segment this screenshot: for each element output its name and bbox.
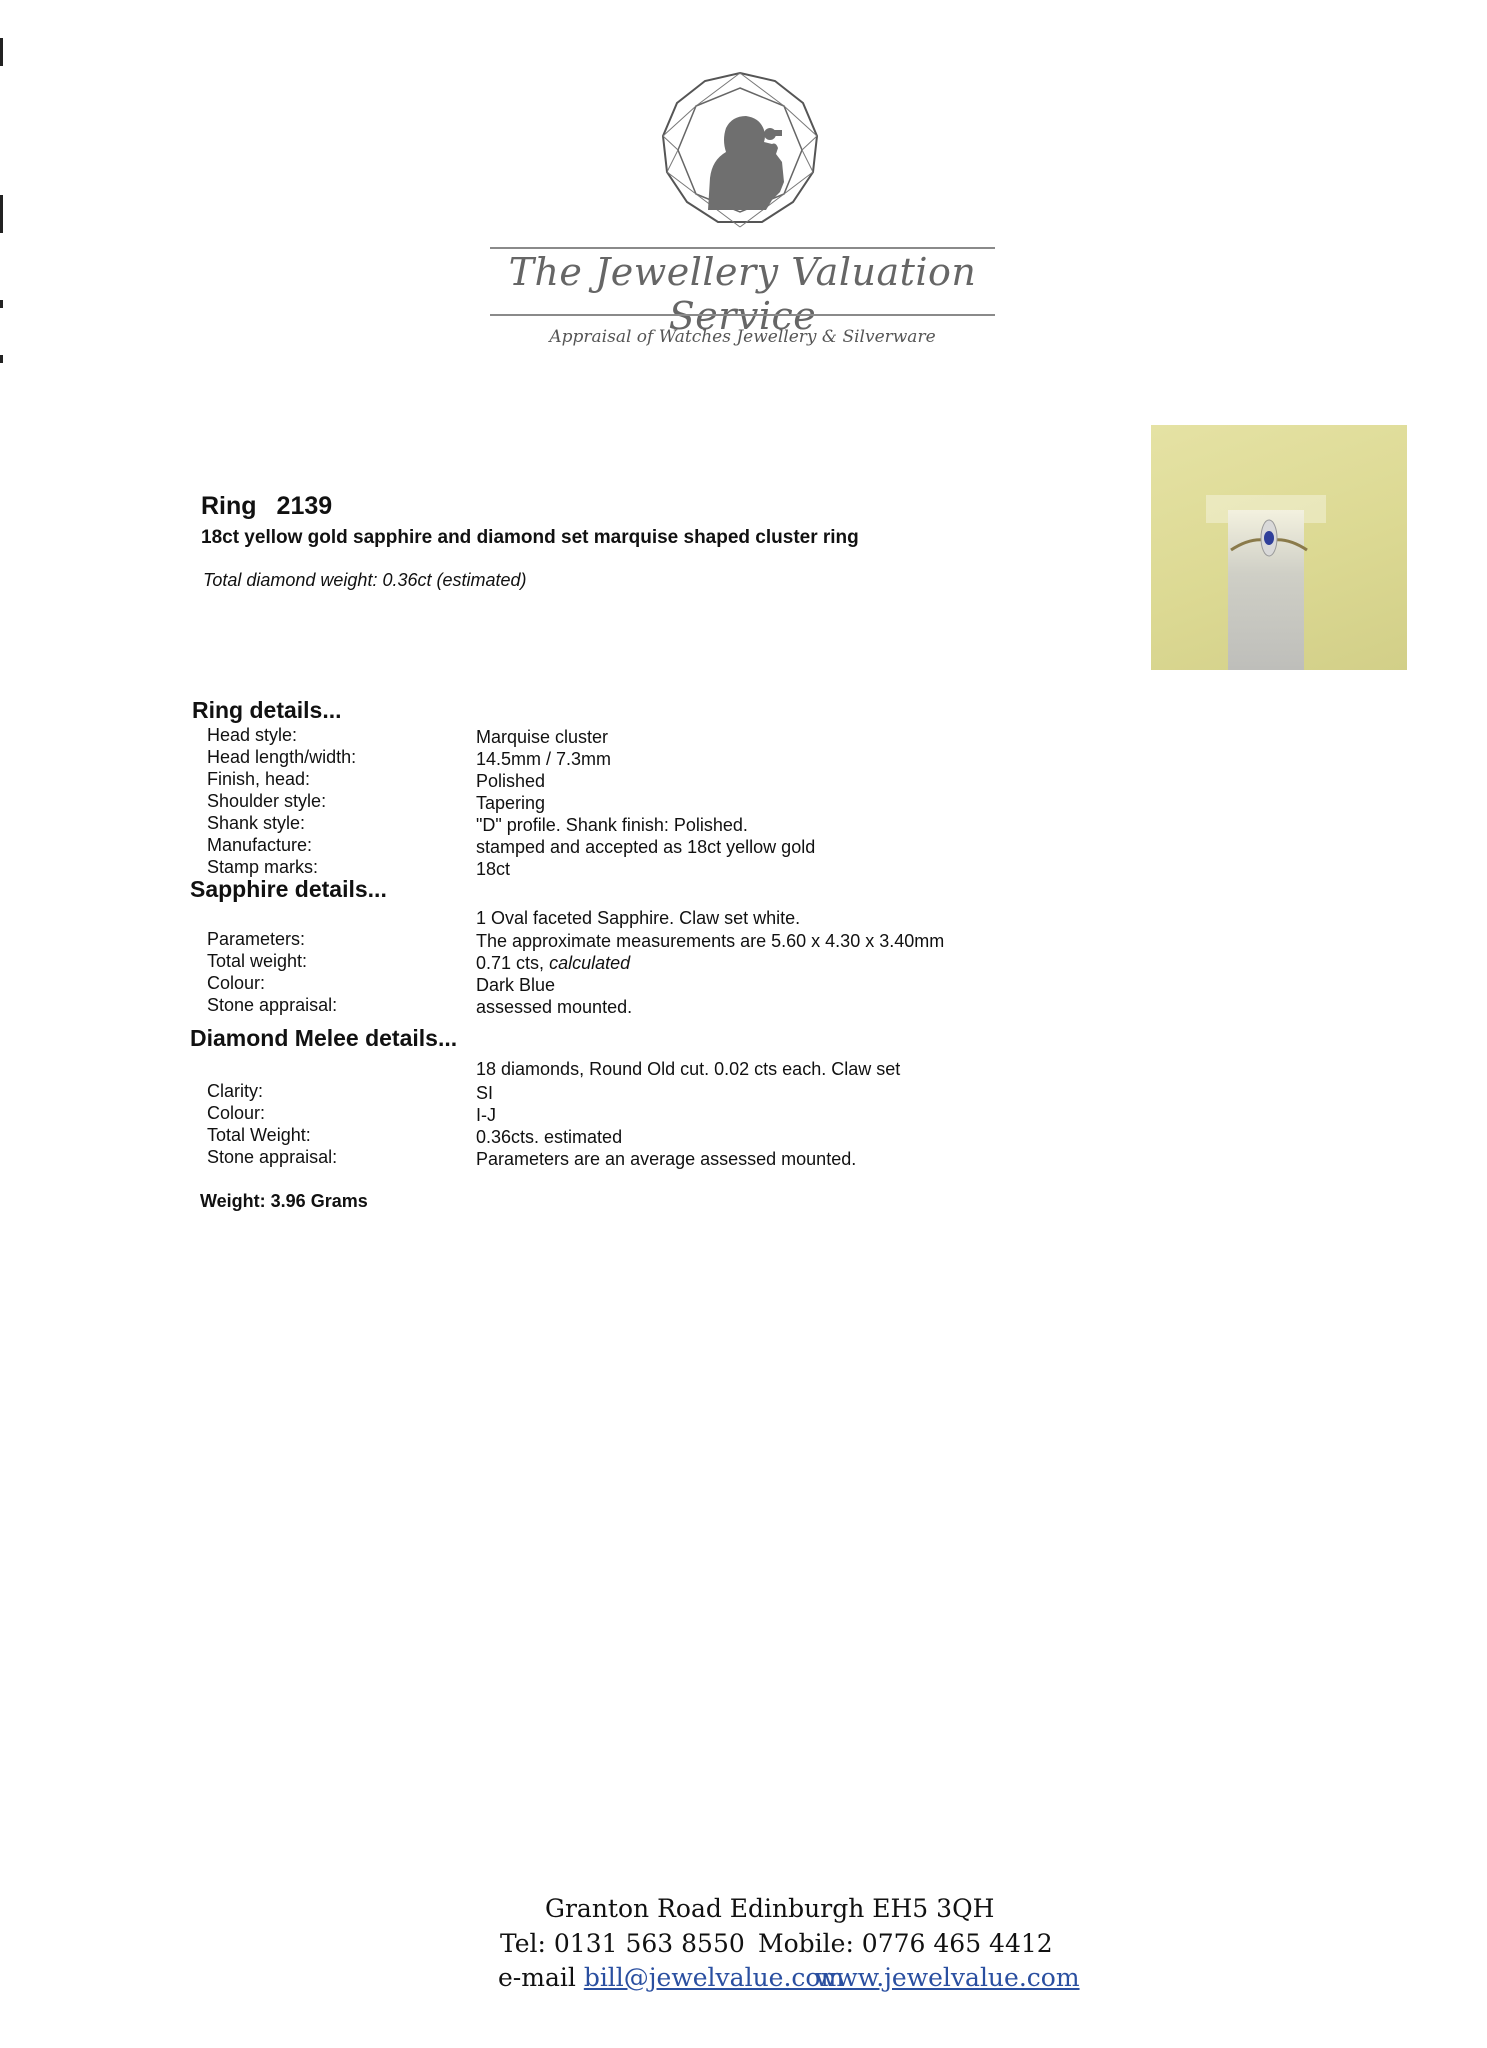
detail-value: stamped and accepted as 18ct yellow gold — [476, 837, 816, 857]
scan-mark — [0, 38, 3, 66]
detail-value-text: 0.71 cts, — [476, 953, 545, 973]
company-name: The Jewellery Valuation Service — [508, 250, 977, 338]
detail-value: Tapering — [476, 793, 546, 813]
ring-photo — [1151, 425, 1407, 670]
detail-value: I-J — [476, 1105, 496, 1125]
detail-value — [476, 952, 630, 974]
diamond-summary: 18 diamonds, Round Old cut. 0.02 cts each. Claw set — [476, 1059, 901, 1079]
detail-label: Head length/width: — [207, 747, 357, 767]
detail-label: Head style: — [207, 725, 298, 745]
detail-label: Manufacture: — [207, 835, 313, 855]
item-type: Ring — [201, 492, 257, 520]
detail-value: SI — [476, 1083, 494, 1103]
detail-value: assessed mounted. — [476, 997, 633, 1017]
detail-value: "D" profile. Shank finish: Polished. — [476, 815, 748, 835]
company-logo — [660, 70, 820, 230]
detail-value: Marquise cluster — [476, 727, 609, 747]
detail-label: Colour: — [207, 973, 266, 993]
sapphire-summary: 1 Oval faceted Sapphire. Claw set white. — [476, 908, 801, 928]
gem-jeweller-icon — [660, 70, 820, 230]
scan-mark — [0, 195, 3, 233]
detail-value: 18ct — [476, 859, 511, 879]
footer-email-label: e-mail — [498, 1963, 576, 1992]
detail-label: Colour: — [207, 1103, 266, 1123]
ring-icon — [1229, 510, 1309, 570]
footer-tel: Tel: 0131 563 8550 — [500, 1929, 745, 1958]
header-rule-top — [490, 247, 995, 249]
detail-value: 14.5mm / 7.3mm — [476, 749, 612, 769]
item-number: 2139 — [276, 492, 333, 520]
website-link[interactable]: www.jewelvalue.com — [815, 1963, 1080, 1992]
footer-address: Granton Road Edinburgh EH5 3QH — [545, 1894, 995, 1923]
detail-value: Polished — [476, 771, 546, 791]
detail-value: The approximate measurements are 5.60 x 4.30 x 3.40mm — [476, 931, 945, 951]
header-rule-bottom — [490, 314, 995, 316]
email-link[interactable]: bill@jewelvalue.com — [583, 1963, 845, 1992]
detail-value: 0.36cts. estimated — [476, 1127, 623, 1147]
detail-label: Stone appraisal: — [207, 995, 338, 1015]
item-title — [201, 492, 332, 521]
detail-label: Total Weight: — [207, 1125, 311, 1145]
detail-label: Stone appraisal: — [207, 1147, 338, 1167]
ring-details-heading: Ring details... — [192, 697, 342, 723]
detail-label: Clarity: — [207, 1081, 264, 1101]
detail-value: Dark Blue — [476, 975, 556, 995]
detail-label: Finish, head: — [207, 769, 311, 789]
detail-value-italic: calculated — [549, 953, 631, 973]
footer-email-row — [498, 1963, 844, 1992]
diamond-details-heading: Diamond Melee details... — [190, 1025, 458, 1051]
total-weight: Weight: 3.96 Grams — [200, 1191, 368, 1211]
footer-website-row — [815, 1963, 1080, 1992]
detail-label: Parameters: — [207, 929, 306, 949]
detail-label: Shoulder style: — [207, 791, 327, 811]
item-description: 18ct yellow gold sapphire and diamond set marquise shaped cluster ring — [201, 527, 859, 548]
scan-mark — [0, 355, 3, 363]
company-tagline: Appraisal of Watches Jewellery & Silverware — [549, 327, 936, 347]
detail-value: Parameters are an average assessed mounted. — [476, 1149, 857, 1169]
detail-label: Stamp marks: — [207, 857, 319, 877]
scan-mark — [0, 300, 3, 308]
sapphire-details-heading: Sapphire details... — [190, 876, 387, 902]
item-note: Total diamond weight: 0.36ct (estimated) — [203, 570, 527, 590]
footer-mobile: Mobile: 0776 465 4412 — [758, 1929, 1053, 1958]
detail-label: Shank style: — [207, 813, 306, 833]
detail-label: Total weight: — [207, 951, 308, 971]
